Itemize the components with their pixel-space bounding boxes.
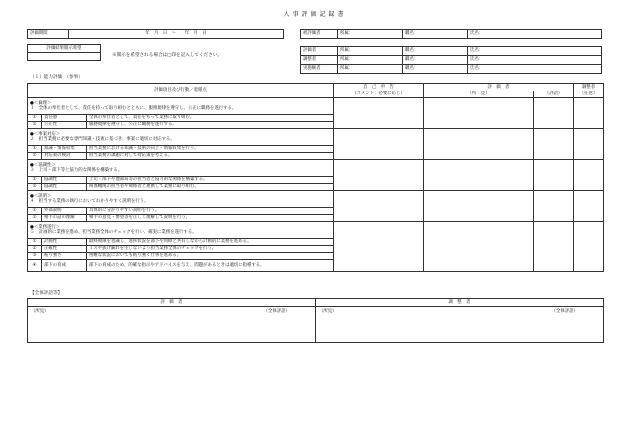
item-name: 部下の育成 (42, 260, 87, 272)
period-label: 評価期間 (28, 30, 69, 39)
section-header: ●＜協調性＞ ３ 上司・部下等と協力的な関係を構築する。 (28, 160, 334, 177)
adjuster-dept[interactable]: 所属： (338, 56, 403, 65)
item-number: ① (28, 115, 42, 122)
evaluatee-role[interactable]: 職名： (403, 30, 468, 39)
evaluator-grade-cell[interactable] (534, 191, 574, 222)
item-number: ② (28, 122, 42, 129)
adjuster-grade-cell[interactable] (574, 98, 604, 129)
overall-evaluator-cell[interactable] (28, 307, 316, 343)
col-eval-note: （所 見） (424, 91, 534, 98)
item-name: 粘り強さ (42, 253, 87, 260)
col-item-header: 評価項目及び行動／着眼点 (28, 84, 334, 98)
disclosure-table (27, 44, 101, 61)
item-text: 相手の意見・要望等を正しく理解して説明を行う。 (87, 215, 334, 222)
item-number: ② (28, 153, 42, 160)
self-comment-cell[interactable] (334, 160, 424, 191)
evaluator-grade-cell[interactable] (534, 160, 574, 191)
item-number: ② (28, 215, 42, 222)
self-comment-cell[interactable] (334, 129, 424, 160)
ability-caption: （１）能力評価 （参事） (30, 75, 83, 80)
adjuster-grade-cell[interactable] (574, 160, 604, 191)
overall-table (27, 298, 604, 343)
col-eval-header: 評 価 者 (424, 84, 574, 91)
item-number: ④ (28, 260, 42, 272)
evaluator-note-cell[interactable] (424, 129, 534, 160)
item-number: ② (28, 184, 42, 191)
evaluatee-dept[interactable]: 所属： (338, 30, 403, 39)
evaluatee-name[interactable]: 氏名： (468, 30, 602, 39)
disclosure-note: ※開示を希望される場合は□印を記入してください。 (112, 53, 222, 58)
item-text: 関係機関の担当者や関係者と連携して業務に取り組む。 (87, 184, 334, 191)
item-text: 具体的に分かりやすい説明を行う。 (87, 208, 334, 215)
item-name: 正確性 (42, 246, 87, 253)
self-comment-cell[interactable] (334, 222, 424, 272)
item-text: 部下の育成のため、的確な指示やアドバイスを与え、問題があるときは適切に指導する。 (87, 260, 334, 272)
item-name: 協調性 (42, 177, 87, 184)
item-text: 全体の奉仕者として、責任をもって業務に取り組む。 (87, 115, 334, 122)
item-name: 相手の話の理解 (42, 215, 87, 222)
overall-adjuster-cell[interactable] (316, 307, 604, 343)
evaluator-note-cell[interactable] (424, 191, 534, 222)
adjuster-grade-cell[interactable] (574, 222, 604, 272)
section-header: ●＜事案対応＞ ２ 担当業務に必要な専門知識・技術に基づき、事案に適切に対応する。 (28, 129, 334, 146)
overall-adjuster-note: （所見） (319, 309, 337, 314)
section-header: ●＜業務遂行＞ ５ 計画的に業務を進め、担当業務全体のチェックを行い、確実に業務を遂行する。 (28, 222, 334, 239)
overall-adjuster-grade: （全体評語） (551, 309, 578, 314)
adjuster-name[interactable]: 氏名： (468, 56, 602, 65)
col-eval-grade: （評語） (534, 91, 574, 98)
self-comment-cell[interactable] (334, 98, 424, 129)
item-name: 外部説明 (42, 208, 87, 215)
evaluatee-label: 被評価者 (301, 30, 338, 39)
executor-name[interactable]: 氏名： (468, 65, 602, 74)
overall-adjuster-header: 調 整 者 (316, 299, 604, 307)
section-header: ●＜倫理＞ １ 全体の奉仕者として、責任を持って取り組むとともに、服務規律を遵守し、公正に職務を遂行する。 (28, 98, 334, 115)
self-comment-cell[interactable] (334, 191, 424, 222)
col-self-subheader: （コメント：必要に応じ） (334, 91, 424, 98)
adjuster-grade-cell[interactable] (574, 129, 604, 160)
document-title: 人事評価記録書 (283, 11, 347, 18)
evaluator-grade-cell[interactable] (534, 222, 574, 272)
overall-evaluator-grade: （全体評語） (263, 309, 290, 314)
item-text: 担当業務の課題に対して対応策を考える。 (87, 153, 334, 160)
item-text: 上司・部下や他部局等の担当者と協力的な関係を構築する。 (87, 177, 334, 184)
executor-label: 実施権者 (301, 65, 338, 74)
item-text: ミスや抜け漏れを生じないよう担当業務全体のチェックを行う。 (87, 246, 334, 253)
col-adj-header: 調整者 (574, 84, 604, 91)
item-name: 協調性 (42, 184, 87, 191)
disclosure-label: 評価結果開示希望 (28, 45, 101, 53)
item-name: 責任感 (42, 115, 87, 122)
executor-role[interactable]: 職名： (403, 65, 468, 74)
period-value[interactable]: 年 月 日 〜 年 月 日 (69, 30, 284, 39)
item-number: ① (28, 239, 42, 246)
item-text: 最終期限を意識し、進捗状況を部下や同僚と共有しながら計画的に業務を進める。 (87, 239, 334, 246)
item-number: ① (28, 208, 42, 215)
evaluator-grade-cell[interactable] (534, 129, 574, 160)
evaluator-role[interactable]: 職名： (403, 47, 468, 56)
overall-evaluator-note: （所見） (31, 309, 49, 314)
item-name: 対応策の検討 (42, 153, 87, 160)
item-text: 担当業務における知識・技術の向上・情報収集を行う。 (87, 146, 334, 153)
evaluator-dept[interactable]: 所属： (338, 47, 403, 56)
period-table (27, 29, 284, 39)
evaluators-table (300, 46, 602, 74)
col-adj-grade: （任意） (574, 91, 604, 98)
adjuster-role[interactable]: 職名： (403, 56, 468, 65)
adjuster-label: 調整者 (301, 56, 338, 65)
executor-dept[interactable]: 所属： (338, 65, 403, 74)
ability-table (27, 83, 604, 272)
evaluator-label: 評価者 (301, 47, 338, 56)
item-number: ① (28, 146, 42, 153)
evaluator-name[interactable]: 氏名： (468, 47, 602, 56)
item-number: ③ (28, 253, 42, 260)
overall-evaluator-header: 評 価 者 (28, 299, 316, 307)
evaluator-grade-cell[interactable] (534, 98, 574, 129)
overall-caption: 【全体評語等】 (30, 291, 63, 296)
col-self-header: 自 己 申 告 (334, 84, 424, 91)
evaluator-note-cell[interactable] (424, 222, 534, 272)
item-number: ② (28, 246, 42, 253)
item-number: ① (28, 177, 42, 184)
evaluator-note-cell[interactable] (424, 98, 534, 129)
item-text: 困難な状況においても粘り強く仕事を進める。 (87, 253, 334, 260)
section-header: ●＜説明＞ ４ 担当する業務の執行においてわかりやすく説明を行う。 (28, 191, 334, 208)
item-name: 公正性 (42, 122, 87, 129)
item-name: 知識・情報収集 (42, 146, 87, 153)
item-name: 計画性 (42, 239, 87, 246)
disclosure-checkbox[interactable] (28, 53, 101, 61)
adjuster-grade-cell[interactable] (574, 191, 604, 222)
evaluatee-table (300, 29, 602, 39)
item-text: 服務規律を遵守し、公正に職務を遂行する。 (87, 122, 334, 129)
evaluator-note-cell[interactable] (424, 160, 534, 191)
